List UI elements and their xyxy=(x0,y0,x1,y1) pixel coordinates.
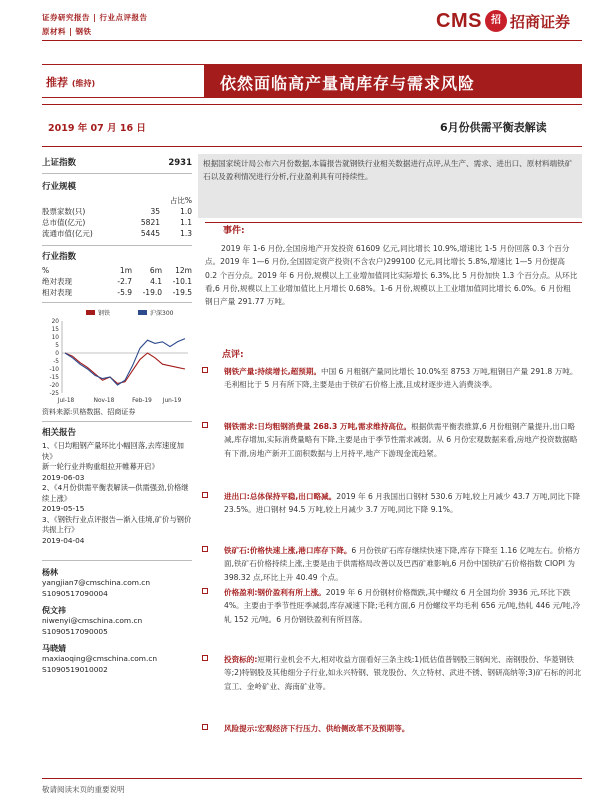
header-divider xyxy=(42,40,582,41)
comment-bullet: 价格盈利:钢价盈利有所上涨。2019 年 6 月份钢材价格微跌,其中螺纹 6 月全国均价 3936 元,环比下跌 4%。主要由于季节性旺季减弱,库存减速下降;毛利方面,6 月份螺纹平均毛利 656 元/吨,热轧 446 元/吨,冷轧 152 元/吨。6 月份钢铁盈利有所回落。 xyxy=(202,586,582,626)
perf-row: 绝对表现 -2.7 4.1 -10.1 xyxy=(42,277,192,286)
title-banner xyxy=(42,64,582,98)
legend-swatch xyxy=(138,310,147,315)
chart-source: 资料来源:贝格数据、招商证券 xyxy=(42,408,136,416)
bullet-square-icon xyxy=(202,724,208,730)
comment-bullet: 风险提示:宏观经济下行压力、供给侧改革不及预期等。 xyxy=(202,722,582,735)
analyst-email[interactable]: yangjian7@cmschina.com.cn xyxy=(42,578,151,587)
related-title: 相关报告 xyxy=(42,428,77,438)
perf-row: 相对表现 -5.9 -19.0 -19.5 xyxy=(42,288,192,297)
scale-header: 占比% xyxy=(169,196,192,205)
report-subtitle: 6月份供需平衡表解读 xyxy=(440,121,547,134)
comment-title: 点评: xyxy=(222,350,244,360)
scale-table xyxy=(42,206,192,239)
scale-row: 流通市值(亿元) 5445 1.3 xyxy=(42,229,192,238)
rating-sub: (维持) xyxy=(71,79,96,88)
analyst-name: 马晓婧 xyxy=(42,644,66,653)
comment-bullet: 投资标的:短期行业机会不大,相对收益方面看好三条主线:1)低估值普钢股三钢闽光、南钢股份、华菱钢铁等;2)特钢股及其他细分子行业,如永兴特钢、银龙股份、久立特材、武进不锈、钢研高纳等;3)矿石标的河北宣工、金岭矿业、海南矿业等。 xyxy=(202,653,582,693)
event-title: 事件: xyxy=(223,226,245,236)
footer-divider xyxy=(42,778,582,779)
series-line-钢铁 xyxy=(65,353,185,383)
x-tick-label: Jun-19 xyxy=(162,398,182,404)
analyst-list xyxy=(42,567,192,675)
perf-header: % 1m 6m 12m xyxy=(42,266,192,275)
scale-row: 股票家数(只) 35 1.0 xyxy=(42,207,192,216)
rating-value: 推荐 xyxy=(46,76,68,89)
analyst-card xyxy=(42,643,192,675)
date-rule xyxy=(42,104,582,105)
comment-bullet: 钢铁产量:持续增长,超预期。中国 6 月粗钢产量同比增长 10.0%至 8753 万吨,粗钢日产量 291.8 万吨。毛利相比于 5 月有所下降,主要是由于铁矿石价格上涨,且成材逐步进入消费淡季。 xyxy=(202,365,582,392)
summary-box: 根据国家统计局公布六月份数据,本篇报告就钢铁行业相关数据进行点评,从生产、需求、进出口、原材料端铁矿石以及盈利情况进行分析,行业盈利具有可持续性。 xyxy=(198,154,582,218)
logo-badge-icon: 招 xyxy=(485,10,507,32)
y-tick-label: -25 xyxy=(49,391,59,397)
comment-bullet: 钢铁需求:日均粗钢消费量 268.3 万吨,需求维持高位。根据供需平衡表推算,6 月份粗钢产量提升,出口略减,库存增加,实际消费量略有下降,主要是由于季节性需求减弱。从 6 月份宏观数据来看,房地产投资数据略有下滑,房地产新开工面积数据与上月持平,地产下游现金流趋紧。 xyxy=(202,420,582,460)
analyst-card xyxy=(42,605,192,637)
report-title: 依然面临高产量高库存与需求风险 xyxy=(220,74,476,93)
footer-note: 敬请阅读末页的重要说明 xyxy=(42,785,125,794)
analyst-id: S1090517090005 xyxy=(42,626,108,636)
perf-title: 行业指数 xyxy=(42,252,77,262)
event-section xyxy=(205,222,582,347)
analyst-email[interactable]: maxiaoqing@cmschina.com.cn xyxy=(42,654,158,663)
scale-row: 总市值(亿元) 5821 1.1 xyxy=(42,218,192,227)
logo-cn-text: 招商证券 xyxy=(509,12,570,31)
x-tick-label: Feb-19 xyxy=(132,398,152,404)
x-tick-label: Jul-18 xyxy=(57,398,75,404)
y-tick-label: -15 xyxy=(49,375,59,381)
legend-label: 沪深300 xyxy=(150,310,174,317)
analyst-id: S1090519010002 xyxy=(42,664,108,674)
y-tick-label: 10 xyxy=(51,335,59,341)
subtitle-rule xyxy=(42,146,582,147)
related-report-item[interactable]: 1、《日均粗钢产量环比小幅回落,去库速度加快》 xyxy=(42,441,184,461)
event-text: 2019 年 1-6 月份,全国房地产开发投资 61609 亿元,同比增长 10.9%,增速比 1-5 月份回落 0.3 个百分点。2019 年 1—6 月份,全国固定资产投资(不含农户)299100 亿元,同比增长 5.8%,增速比 1—5 月份提高 0.2 个百分点。2019 年 6 月份,规模以上工业增加值同比实际增长 6.3%,比 5 月份加快 1.3 个百分点。从环比看,6 月份,规模以上工业增加值比上月增长 0.68%。1-6 月份,规模以上工业增加值同比增长 6.0%。6 月份粗钢日产量 291.77 万吨。 xyxy=(205,244,578,307)
y-tick-label: -5 xyxy=(53,359,59,365)
analyst-card xyxy=(42,567,192,599)
legend-swatch xyxy=(86,310,95,315)
y-tick-label: -20 xyxy=(49,383,59,389)
related-report-item[interactable]: 2、《4月份供需平衡表解读—供需强劲,价格继续上涨》 2019-05-15 xyxy=(42,483,189,513)
y-tick-label: 0 xyxy=(55,351,59,357)
y-tick-label: 15 xyxy=(51,327,59,333)
analyst-name: 杨林 xyxy=(42,568,58,577)
comment-bullet: 铁矿石:价格快速上涨,港口库存下降。6 月份铁矿石库存继续快速下降,库存下降至 1.16 亿吨左右。价格方面,铁矿石价格持续上涨,主要是由于供需格局改善以及巴西矿难影响,6 月份中国铁矿石价格指数 CIOPI 为 398.32 点,环比上升 40.49 个点。 xyxy=(202,544,582,584)
rating-box xyxy=(42,64,204,98)
analyst-email[interactable]: niwenyi@cmschina.com.cn xyxy=(42,616,143,625)
bullet-square-icon xyxy=(202,655,208,661)
bullet-square-icon xyxy=(202,422,208,428)
industry-index-chart xyxy=(42,307,192,405)
analyst-name: 倪文祎 xyxy=(42,606,66,615)
bullet-square-icon xyxy=(202,588,208,594)
perf-table xyxy=(42,276,192,298)
bullet-square-icon xyxy=(202,367,208,373)
x-tick-label: Nov-18 xyxy=(93,398,115,404)
company-logo xyxy=(436,8,570,34)
y-tick-label: -10 xyxy=(49,367,59,373)
report-type-tag: 证券研究报告 | 行业点评报告 xyxy=(42,13,148,22)
index-row: 上证指数 2931 xyxy=(42,158,192,168)
related-report-item[interactable]: 新一轮行业并购重组拉开帷幕开启》 2019-06-03 xyxy=(42,462,159,482)
report-date: 2019 年 07 月 16 日 xyxy=(48,123,146,134)
series-line-沪深300 xyxy=(65,339,185,385)
bullet-square-icon xyxy=(202,492,208,498)
comment-bullet: 进出口:总体保持平稳,出口略减。2019 年 6 月我国出口钢材 530.6 万吨,较上月减少 43.7 万吨,同比下降 23.5%。进口钢材 94.5 万吨,较上月减少 3.7 万吨,同比下降 9.1%。 xyxy=(202,490,582,517)
y-tick-label: 20 xyxy=(51,319,59,325)
rating-label xyxy=(46,74,95,90)
analyst-id: S1090517090004 xyxy=(42,588,108,598)
bullet-square-icon xyxy=(202,546,208,552)
related-reports xyxy=(42,441,192,546)
y-tick-label: 5 xyxy=(55,343,59,349)
logo-cms-text: CMS xyxy=(436,9,482,32)
related-report-item[interactable]: 3、《钢铁行业点评报告—渐入佳境,矿价与钢价共振上行》 2019-04-04 xyxy=(42,514,192,545)
scale-title: 行业规模 xyxy=(42,182,77,192)
left-sidebar xyxy=(42,158,192,675)
legend-label: 钢铁 xyxy=(98,310,111,317)
industry-tag: 原材料 | 钢铁 xyxy=(42,27,92,36)
